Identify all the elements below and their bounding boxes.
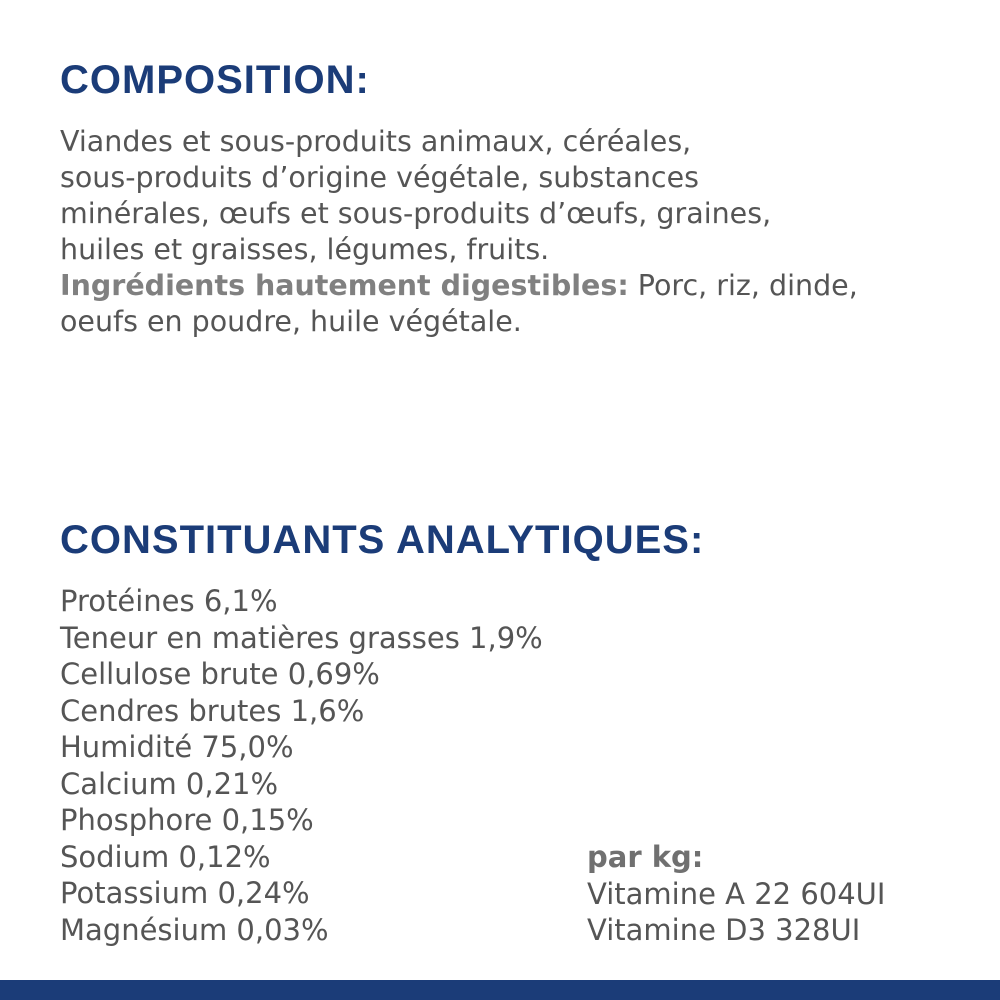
analytics-list xyxy=(60,583,543,948)
vitamin-d3-item: Vitamine D3 328UI xyxy=(587,913,861,947)
vitamin-a-item: Vitamine A 22 604UI xyxy=(587,876,886,911)
composition-line: sous-produits d’origine végétale, substances xyxy=(60,161,699,194)
digestible-ingredients-label: Ingrédients hautement digestibles: xyxy=(60,269,629,302)
analytic-item-magnesium: Magnésium 0,03% xyxy=(60,912,329,947)
composition-text xyxy=(60,124,960,340)
analytic-item-phosphorus: Phosphore 0,15% xyxy=(60,803,314,837)
composition-line: Viandes et sous-produits animaux, céréales, xyxy=(60,125,692,158)
composition-line: huiles et graisses, légumes, fruits. xyxy=(60,233,550,266)
composition-heading: COMPOSITION: xyxy=(60,58,370,102)
analytic-item-sodium: Sodium 0,12% xyxy=(60,839,271,874)
composition-line: minérales, œufs et sous-produits d’œufs, graines, xyxy=(60,197,772,230)
footer-bar xyxy=(0,980,1000,1000)
analytic-item-potassium: Potassium 0,24% xyxy=(60,876,310,910)
digestible-ingredients-text: Porc, riz, dinde, xyxy=(628,269,858,302)
per-kg-title: par kg: xyxy=(587,840,704,874)
analytic-item-ash: Cendres brutes 1,6% xyxy=(60,693,365,728)
analytic-item-fiber: Cellulose brute 0,69% xyxy=(60,657,380,691)
analytic-item-fat: Teneur en matières grasses 1,9% xyxy=(60,620,543,655)
analytic-item-calcium: Calcium 0,21% xyxy=(60,766,279,801)
analytic-item-moisture: Humidité 75,0% xyxy=(60,730,294,764)
analytic-item-proteins: Protéines 6,1% xyxy=(60,584,278,618)
digestible-ingredients-text-cont: oeufs en poudre, huile végétale. xyxy=(60,305,522,338)
per-kg-block xyxy=(587,839,885,949)
highlight-line xyxy=(60,268,960,304)
constituents-heading: CONSTITUANTS ANALYTIQUES: xyxy=(60,518,705,562)
